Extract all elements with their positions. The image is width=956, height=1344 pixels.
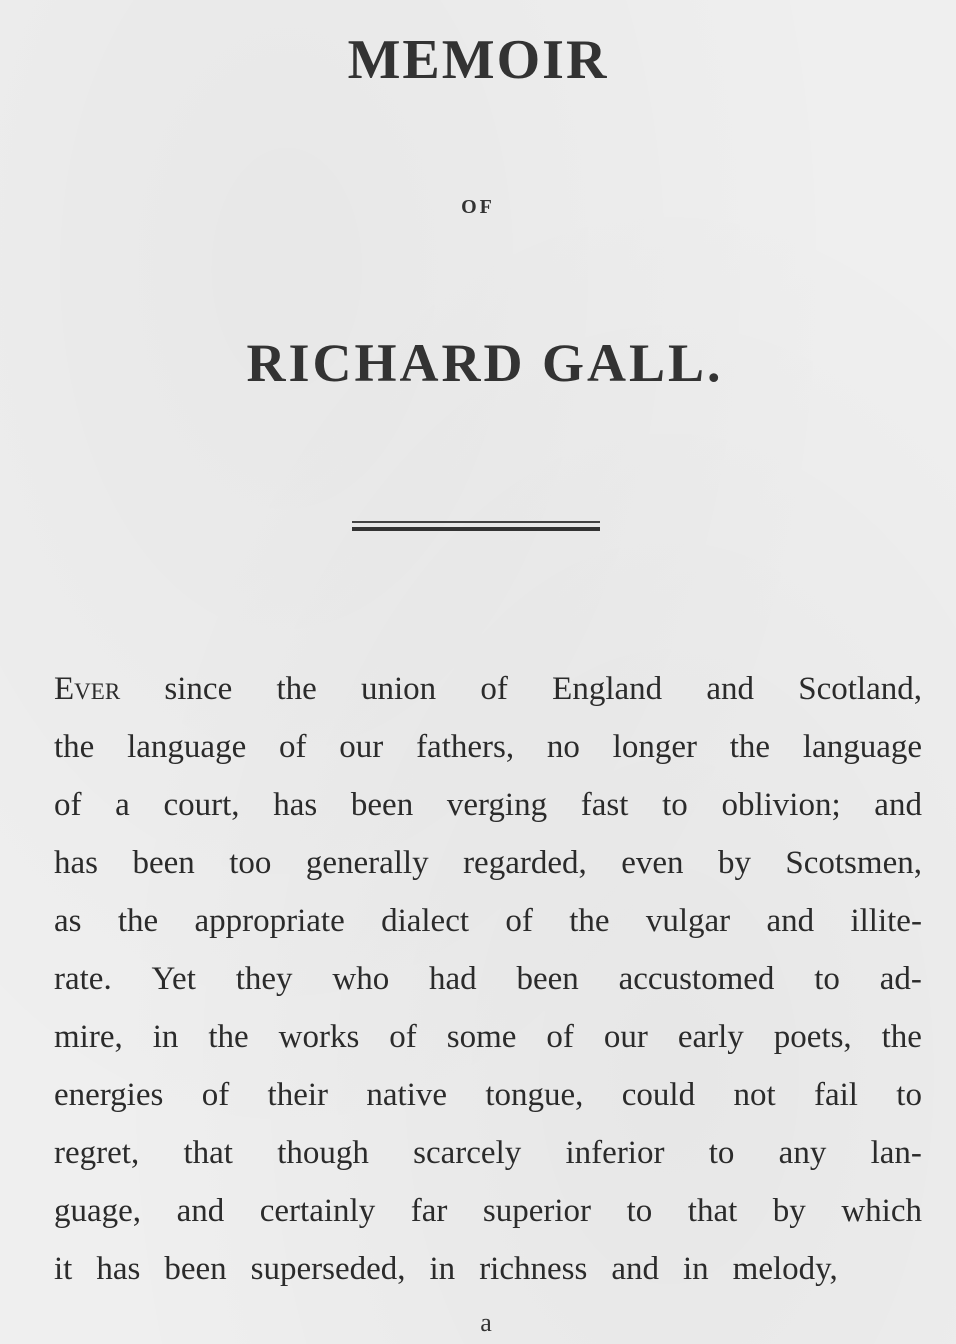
text-line <box>54 718 922 776</box>
text-line <box>54 660 922 718</box>
word: some <box>446 1019 517 1055</box>
word: has <box>54 845 98 881</box>
word: oblivion; <box>721 787 841 823</box>
word: the <box>208 1019 249 1055</box>
text-line <box>54 1182 922 1240</box>
word: been <box>132 845 195 881</box>
word: to <box>896 1077 922 1113</box>
word: regarded, <box>463 845 587 881</box>
word: the <box>881 1019 922 1055</box>
word: in <box>682 1251 709 1287</box>
word: that <box>687 1193 738 1229</box>
word: to <box>626 1193 653 1229</box>
word: and <box>176 1193 225 1229</box>
word: Scotsmen, <box>785 845 922 881</box>
word: superior <box>482 1193 592 1229</box>
word: accustomed <box>618 961 775 997</box>
word: England <box>552 671 663 707</box>
word: language <box>127 729 247 765</box>
word: early <box>677 1019 744 1055</box>
word: longer <box>612 729 697 765</box>
divider-rule-thick <box>352 527 600 531</box>
word: certainly <box>259 1193 376 1229</box>
word: verging <box>446 787 548 823</box>
body-paragraph <box>54 660 922 1298</box>
word: been <box>516 961 579 997</box>
word: Scotland, <box>798 671 922 707</box>
word: mire, <box>54 1019 123 1055</box>
word: any <box>778 1135 827 1171</box>
word: of <box>389 1019 417 1055</box>
text-line <box>54 1008 922 1066</box>
word: far <box>410 1193 448 1229</box>
word: guage, <box>54 1193 142 1229</box>
word: court, <box>163 787 240 823</box>
word: energies <box>54 1077 164 1113</box>
word: illite- <box>850 903 922 939</box>
signature-mark: a <box>480 1308 492 1337</box>
word: poets, <box>773 1019 852 1055</box>
word: and <box>766 903 815 939</box>
word: in <box>429 1251 456 1287</box>
word: tongue, <box>485 1077 584 1113</box>
word: though <box>277 1135 369 1171</box>
word: scarcely <box>413 1135 522 1171</box>
word: by <box>717 845 751 881</box>
word: richness <box>479 1251 588 1287</box>
word: and <box>706 671 755 707</box>
text-line <box>54 950 922 1008</box>
word: to <box>814 961 840 997</box>
word: of <box>201 1077 230 1113</box>
word: lan- <box>870 1135 922 1171</box>
of-label: OF <box>461 196 495 218</box>
word: had <box>429 961 477 997</box>
word: to <box>708 1135 735 1171</box>
word: of <box>546 1019 574 1055</box>
word: of <box>279 729 307 765</box>
word: has <box>96 1251 141 1287</box>
word: since <box>164 671 233 707</box>
word: the <box>117 903 159 939</box>
word: native <box>366 1077 448 1113</box>
word: superseded, <box>250 1251 406 1287</box>
word: inferior <box>565 1135 665 1171</box>
word: generally <box>305 845 429 881</box>
subject-name: RICHARD GALL. <box>246 333 724 393</box>
memoir-title: MEMOIR <box>347 29 609 91</box>
word: our <box>339 729 384 765</box>
word: as <box>54 903 82 939</box>
word: too <box>229 845 272 881</box>
word: Yet <box>151 961 196 997</box>
word: our <box>603 1019 648 1055</box>
word: who <box>332 961 390 997</box>
word: been <box>164 1251 227 1287</box>
word: rate. <box>54 961 112 997</box>
word: fail <box>813 1077 858 1113</box>
divider-rule-thin <box>352 521 600 523</box>
word: the <box>54 729 95 765</box>
word: of <box>480 671 508 707</box>
word: the <box>276 671 317 707</box>
word: it <box>54 1251 73 1287</box>
word: the <box>569 903 610 939</box>
word: no <box>546 729 580 765</box>
word: appropriate <box>194 903 345 939</box>
word: fathers, <box>416 729 515 765</box>
text-line <box>54 1066 922 1124</box>
word: that <box>183 1135 233 1171</box>
word: has <box>273 787 318 823</box>
word: language <box>802 729 922 765</box>
word: and <box>611 1251 659 1287</box>
text-line <box>54 776 922 834</box>
word: union <box>361 671 437 707</box>
word: in <box>152 1019 179 1055</box>
word: which <box>841 1193 922 1229</box>
word: a <box>115 787 130 823</box>
word: ad- <box>879 961 922 997</box>
word: their <box>267 1077 329 1113</box>
text-line <box>54 1240 922 1298</box>
word: works <box>278 1019 360 1055</box>
word: by <box>772 1193 806 1229</box>
word: not <box>733 1077 776 1113</box>
word: fast <box>580 787 629 823</box>
word: of <box>54 787 82 823</box>
word: and <box>874 787 922 823</box>
word: they <box>235 961 293 997</box>
word: even <box>621 845 684 881</box>
word: to <box>662 787 688 823</box>
word: melody, <box>732 1251 838 1287</box>
word: could <box>621 1077 696 1113</box>
word: vulgar <box>645 903 731 939</box>
word: the <box>729 729 771 765</box>
word: dialect <box>381 903 470 939</box>
text-line <box>54 1124 922 1182</box>
word: been <box>350 787 414 823</box>
word: of <box>505 903 533 939</box>
word: Ever <box>54 671 121 707</box>
text-line <box>54 834 922 892</box>
text-line <box>54 892 922 950</box>
word: regret, <box>54 1135 140 1171</box>
